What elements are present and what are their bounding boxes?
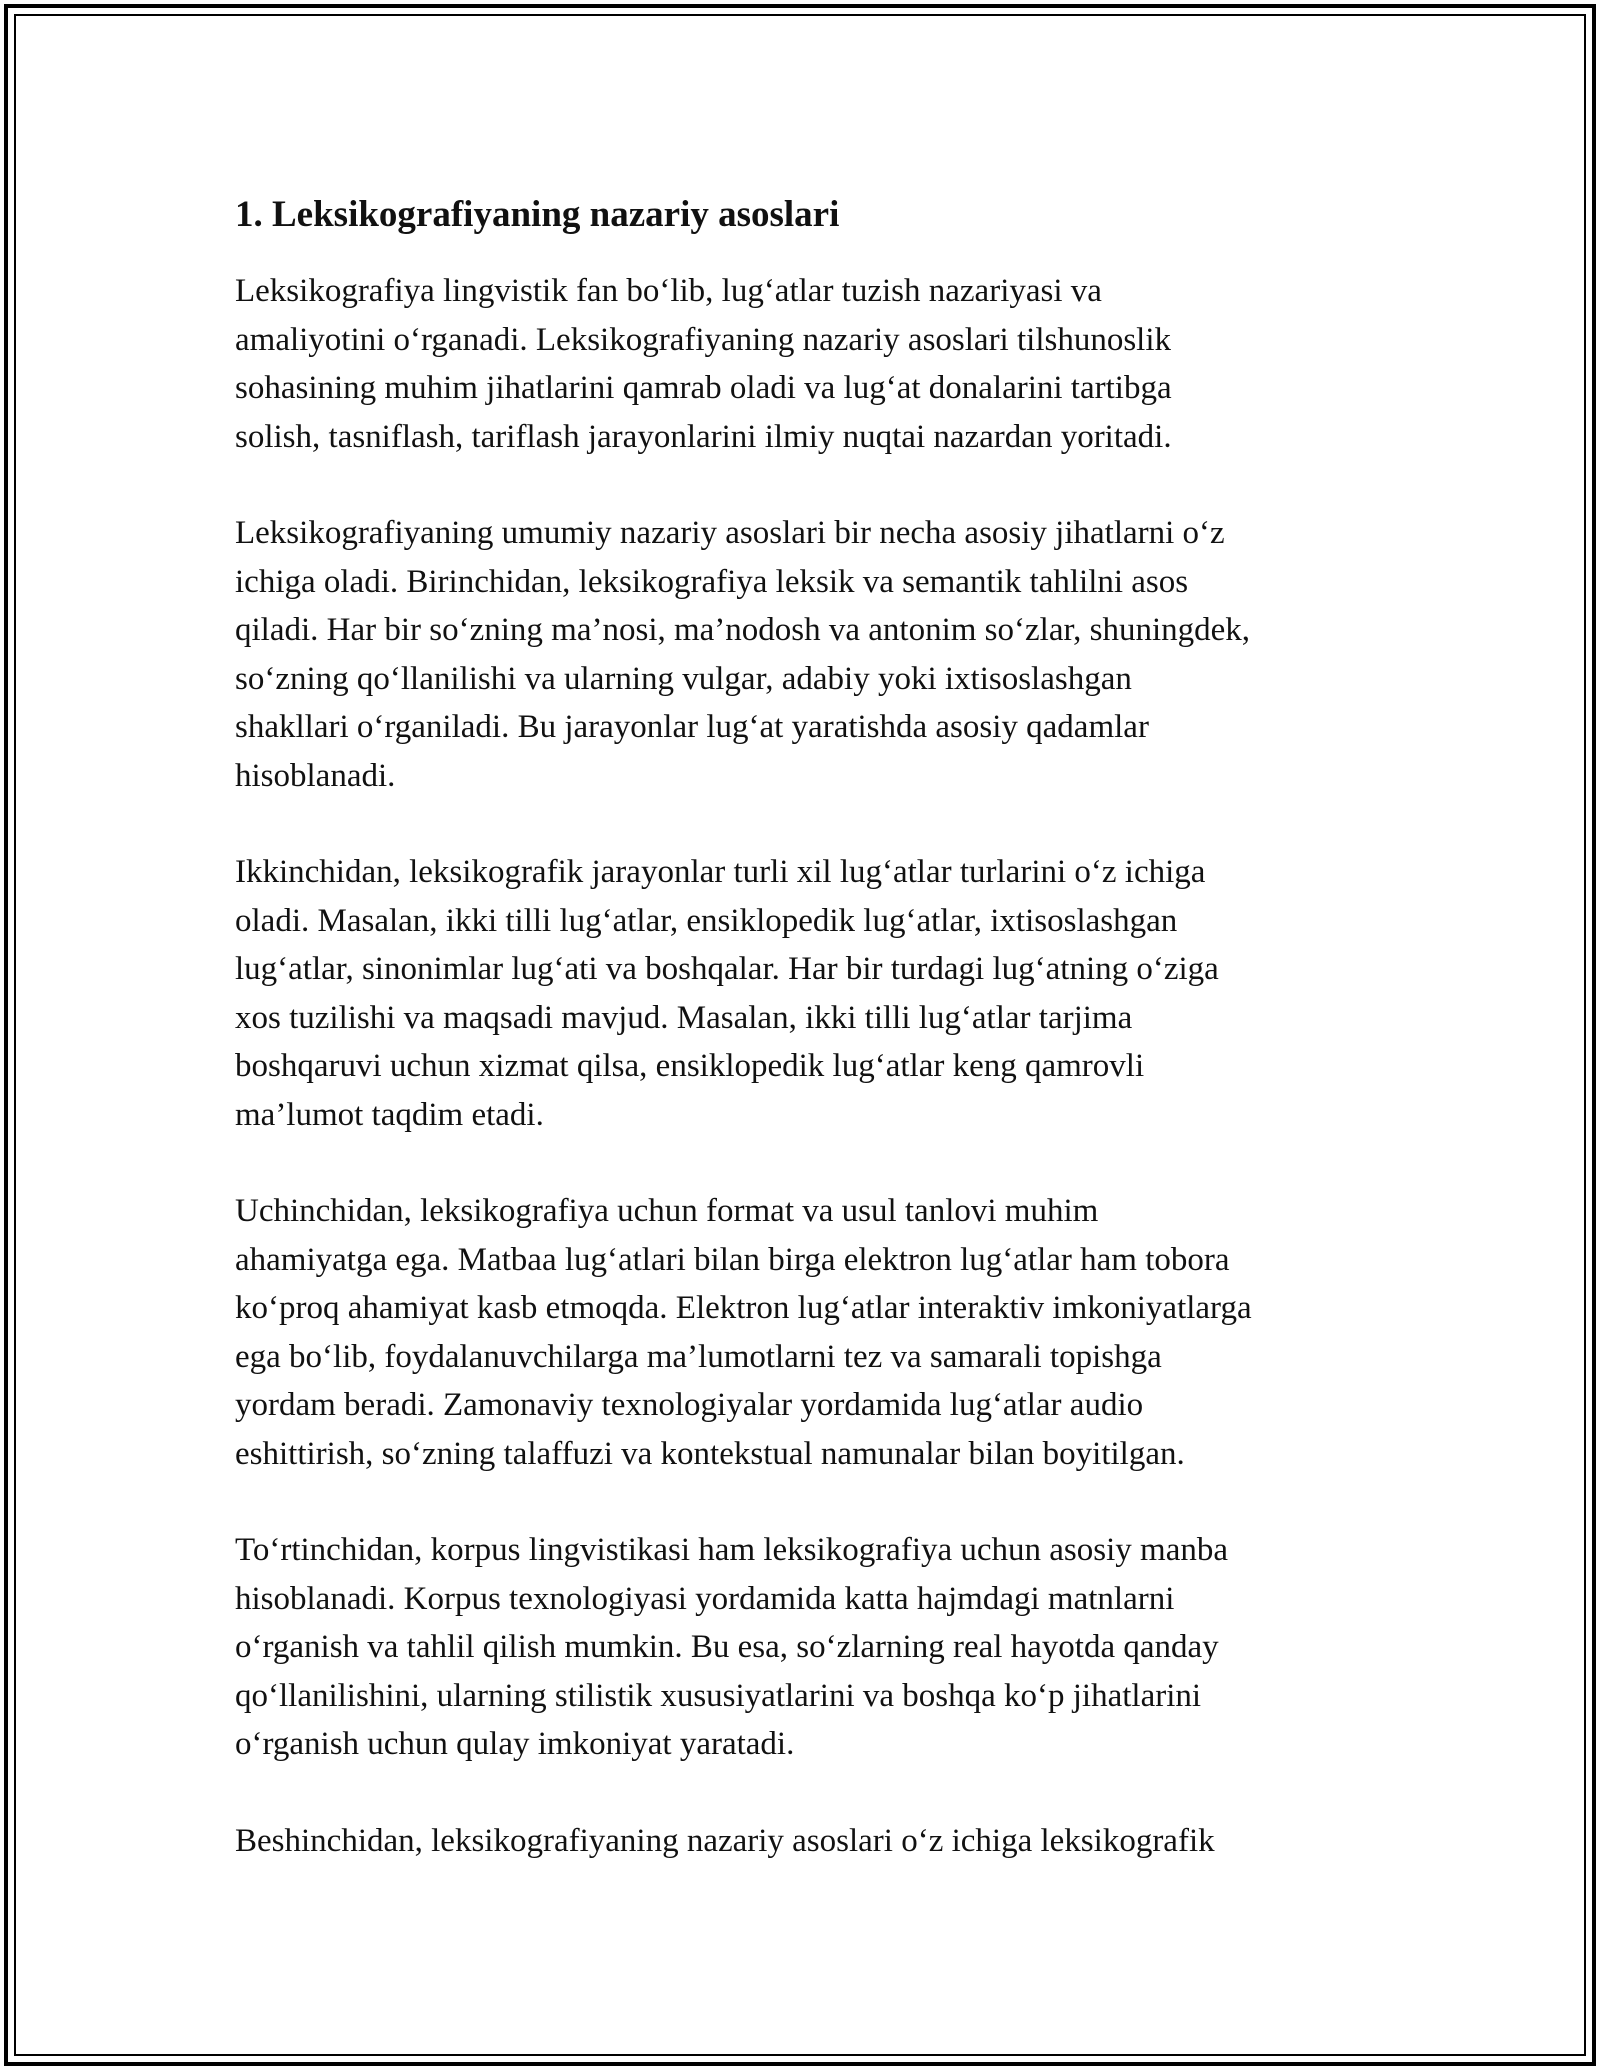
text-line: hisoblanadi. Korpus texnologiyasi yordamida katta hajmdagi matnlarni — [235, 1580, 1175, 1617]
text-line: amaliyotini o‘rganadi. Leksikografiyaning nazariy asoslari tilshunoslik — [235, 321, 1172, 358]
text-line: ahamiyatga ega. Matbaa lug‘atlari bilan birga elektron lug‘atlar ham tobora — [235, 1241, 1230, 1278]
text-line: yordam beradi. Zamonaviy texnologiyalar yordamida lug‘atlar audio — [235, 1387, 1144, 1423]
paragraph-1 — [235, 267, 1385, 461]
text-line: xos tuzilishi va maqsadi mavjud. Masalan, ikki tilli lug‘atlar tarjima — [235, 999, 1133, 1036]
text-line: Beshinchidan, leksikografiyaning nazariy asoslari o‘z ichiga leksikografik — [235, 1822, 1215, 1859]
text-line: Leksikografiya lingvistik fan bo‘lib, lug‘atlar tuzish nazariyasi va — [235, 273, 1102, 309]
document-body — [235, 185, 1385, 1913]
text-line: oladi. Masalan, ikki tilli lug‘atlar, ensiklopedik lug‘atlar, ixtisoslashgan — [235, 902, 1178, 939]
text-line: qiladi. Har bir so‘zning ma’nosi, ma’nodosh va antonim so‘zlar, shuningdek, — [235, 612, 1251, 648]
text-line: o‘rganish uchun qulay imkoniyat yaratadi. — [235, 1726, 795, 1762]
section-heading: 1. Leksikografiyaning nazariy asoslari — [235, 194, 840, 235]
text-line: sohasining muhim jihatlarini qamrab oladi va lug‘at donalarini tartibga — [235, 370, 1172, 406]
text-line: ko‘proq ahamiyat kasb etmoqda. Elektron lug‘atlar interaktiv imkoniyatlarga — [235, 1290, 1252, 1326]
text-line: Uchinchidan, leksikografiya uchun format va usul tanlovi muhim — [235, 1193, 1099, 1229]
text-line: ichiga oladi. Birinchidan, leksikografiya leksik va semantik tahlilni asos — [235, 563, 1189, 600]
text-line: o‘rganish va tahlil qilish mumkin. Bu esa, so‘zlarning real hayotda qanday — [235, 1629, 1219, 1665]
text-line: shakllari o‘rganiladi. Bu jarayonlar lug‘at yaratishda asosiy qadamlar — [235, 709, 1149, 745]
text-line: ega bo‘lib, foydalanuvchilarga ma’lumotlarni tez va samarali topishga — [235, 1338, 1162, 1375]
text-line: eshittirish, so‘zning talaffuzi va kontekstual namunalar bilan boyitilgan. — [235, 1435, 1185, 1472]
paragraph-5 — [235, 1526, 1385, 1769]
text-line: qo‘llanilishini, ularning stilistik xususiyatlarini va boshqa ko‘p jihatlarini — [235, 1677, 1202, 1714]
paragraph-3 — [235, 848, 1385, 1139]
paragraph-4 — [235, 1187, 1385, 1478]
text-line: boshqaruvi uchun xizmat qilsa, ensiklopedik lug‘atlar keng qamrovli — [235, 1048, 1145, 1084]
paragraph-2 — [235, 509, 1385, 800]
paragraph-6 — [235, 1817, 1385, 1866]
text-line: Leksikografiyaning umumiy nazariy asoslari bir necha asosiy jihatlarni o‘z — [235, 515, 1225, 551]
text-line: ma’lumot taqdim etadi. — [235, 1096, 544, 1133]
text-line: lug‘atlar, sinonimlar lug‘ati va boshqalar. Har bir turdagi lug‘atning o‘ziga — [235, 951, 1219, 987]
text-line: Ikkinchidan, leksikografik jarayonlar turli xil lug‘atlar turlarini o‘z ichiga — [235, 854, 1206, 890]
text-line: hisoblanadi. — [235, 757, 396, 794]
text-line: solish, tasniflash, tariflash jarayonlarini ilmiy nuqtai nazardan yoritadi. — [235, 418, 1172, 455]
text-line: To‘rtinchidan, korpus lingvistikasi ham leksikografiya uchun asosiy manba — [235, 1532, 1228, 1568]
text-line: so‘zning qo‘llanilishi va ularning vulgar, adabiy yoki ixtisoslashgan — [235, 660, 1132, 697]
